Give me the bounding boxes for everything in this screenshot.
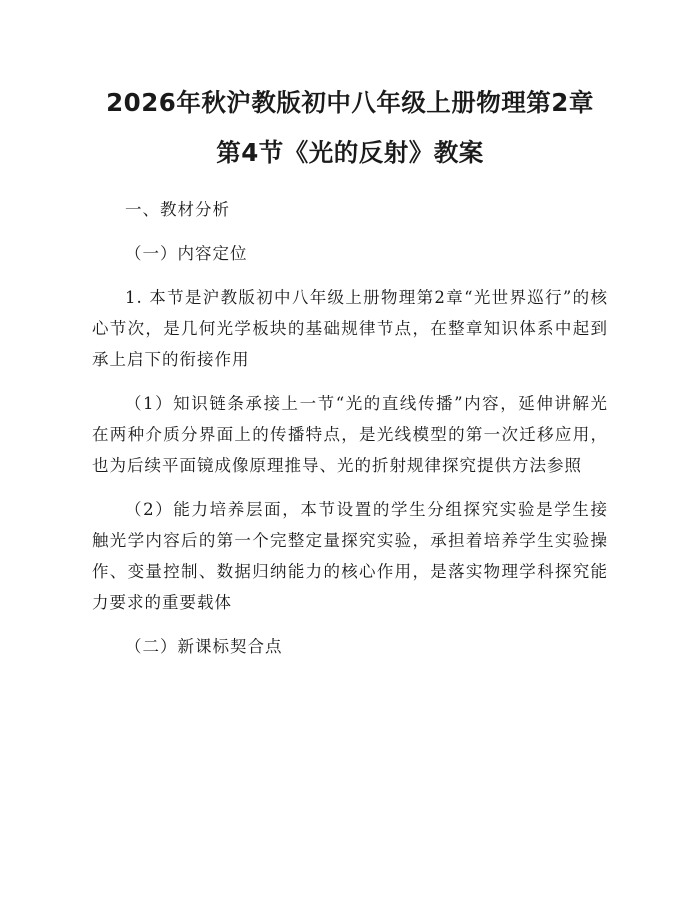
paragraph-ability-cultivation: （2）能力培养层面，本节设置的学生分组探究实验是学生接触光学内容后的第一个完整定量探究实验，承担着培养学生实验操作、变量控制、数据归纳能力的核心作用，是落实物理学科探究能力要求的重要载体 <box>92 500 608 612</box>
title-line-1: 2026年秋沪教版初中八年级上册物理第2章 <box>106 88 594 117</box>
subsection-heading-curriculum-standards: （二）新课标契合点 <box>125 637 283 656</box>
section-heading-teaching-material-analysis: 一、教材分析 <box>125 200 230 219</box>
title-line-2: 第4节《光的反射》教案 <box>216 138 484 167</box>
document-title <box>92 78 608 178</box>
subsection-heading-content-positioning: （一）内容定位 <box>125 244 248 263</box>
document-body <box>92 194 608 662</box>
paragraph-section-overview: 1. 本节是沪教版初中八年级上册物理第2章“光世界巡行”的核心节次，是几何光学板块的基础规律节点，在整章知识体系中起到承上启下的衔接作用 <box>92 288 608 369</box>
paragraph-knowledge-chain: （1）知识链条承接上一节“光的直线传播”内容，延伸讲解光在两种介质分界面上的传播特点，是光线模型的第一次迁移应用，也为后续平面镜成像原理推导、光的折射规律探究提供方法参照 <box>92 394 608 475</box>
